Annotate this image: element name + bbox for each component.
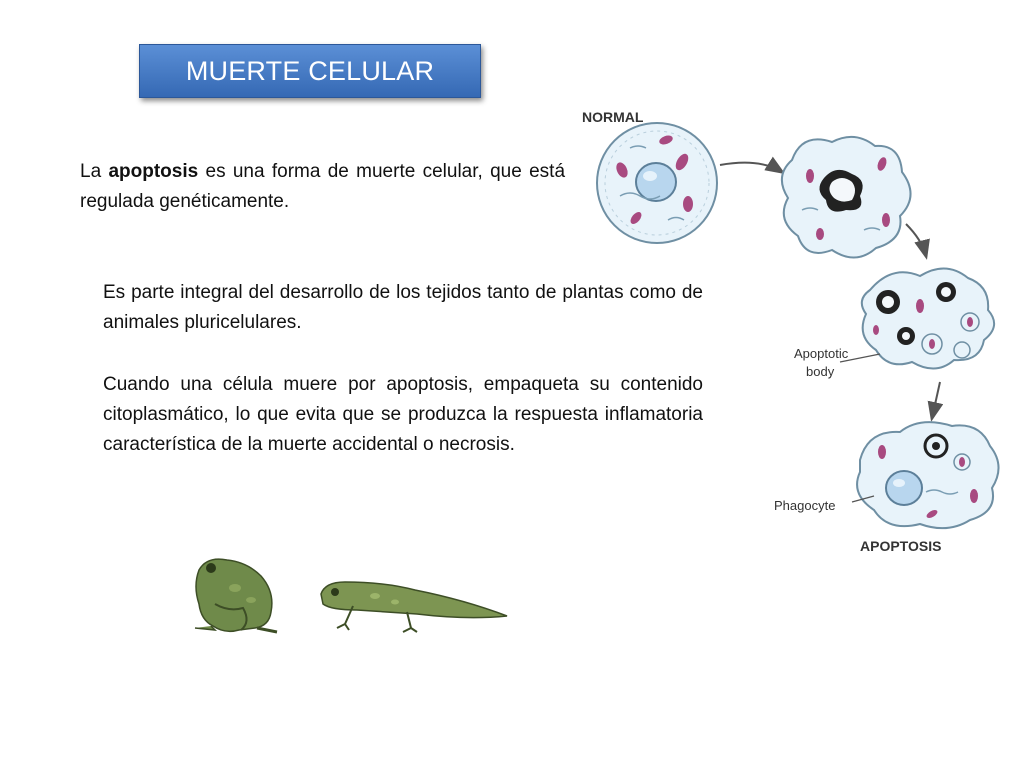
intro-suffix: es una forma de muerte celular, que está regulada genéticamente.	[80, 161, 566, 212]
shrinking-cell	[782, 137, 911, 258]
frog-illustration	[195, 559, 277, 632]
slide-title: MUERTE CELULAR	[139, 44, 481, 98]
apoptosis-diagram	[570, 100, 1010, 560]
label-phagocyte: Phagocyte	[774, 498, 836, 513]
intro-paragraph	[80, 157, 565, 217]
tadpole-illustration	[321, 582, 507, 632]
label-apoptosis: APOPTOSIS	[860, 538, 942, 554]
normal-cell	[597, 123, 717, 243]
intro-term: apoptosis	[108, 161, 199, 182]
label-apoptotic-body-line1: Apoptotic	[794, 346, 849, 361]
label-apoptotic-body-line2: body	[806, 364, 835, 379]
phagocyte-cell	[857, 422, 998, 528]
development-paragraph: Es parte integral del desarrollo de los tejidos tanto de plantas como de animales pluricelulares.	[103, 282, 703, 333]
intro-prefix: La	[80, 161, 102, 182]
frog-illustrations	[185, 550, 515, 640]
label-normal: NORMAL	[582, 109, 644, 125]
apoptosis-process-paragraph: Cuando una célula muere por apoptosis, empaqueta su contenido citoplasmático, lo que evita que se produzca la respuesta inflamatoria característica de la muerte accidental o necrosis.	[103, 374, 703, 455]
apoptotic-bodies	[862, 268, 994, 368]
